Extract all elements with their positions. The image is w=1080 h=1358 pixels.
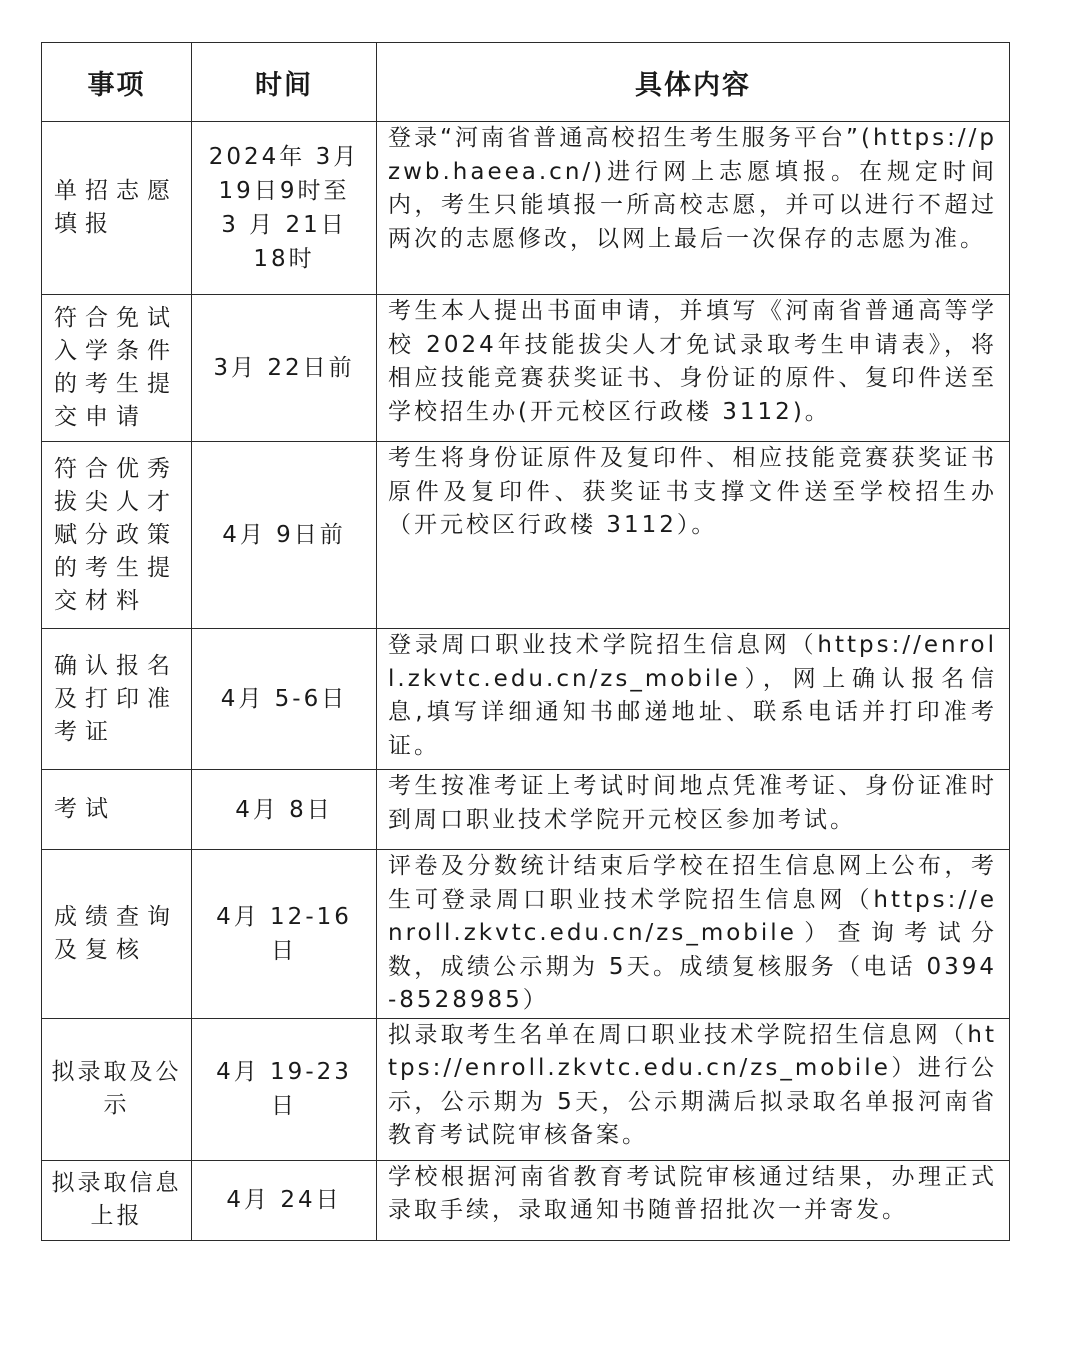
row-item: 确认报名及打印准考证 xyxy=(42,629,192,770)
row-content xyxy=(377,442,1010,629)
row-content xyxy=(377,770,1010,850)
header-item: 事项 xyxy=(42,43,192,122)
header-time: 时间 xyxy=(192,43,377,122)
row-item: 考试 xyxy=(42,770,192,850)
row-time: 4月 24日 xyxy=(192,1160,377,1240)
table-row xyxy=(42,295,1010,442)
row-content-text: 登录周口职业技术学院招生信息网（https://enroll.zkvtc.edu.cn/zs_mobile），网上确认报名信息,填写详细通知书邮递地址、联系电话并打印准考证。 xyxy=(388,632,997,759)
row-time: 3月 22日前 xyxy=(192,295,377,442)
row-content-text: 学校根据河南省教育考试院审核通过结果，办理正式录取手续，录取通知书随普招批次一并寄发。 xyxy=(388,1163,997,1223)
row-content xyxy=(377,295,1010,442)
row-time: 4月 19-23日 xyxy=(192,1018,377,1160)
row-item: 成绩查询及复核 xyxy=(42,850,192,1019)
row-content-text: 考生本人提出书面申请，并填写《河南省普通高等学校 2024年技能拔尖人才免试录取考生申请表》，将相应技能竞赛获奖证书、身份证的原件、复印件送至学校招生办(开元校区行政楼 3112)。 xyxy=(388,298,997,425)
row-item: 符合优秀拔尖人才赋分政策的考生提交材料 xyxy=(42,442,192,629)
row-content xyxy=(377,1018,1010,1160)
row-time: 4月 8日 xyxy=(192,770,377,850)
row-time: 4月 5-6日 xyxy=(192,629,377,770)
admission-schedule-table xyxy=(41,42,1010,1241)
row-content xyxy=(377,629,1010,770)
table-row xyxy=(42,442,1010,629)
table-row xyxy=(42,850,1010,1019)
row-item: 符合免试入学条件的考生提交申请 xyxy=(42,295,192,442)
row-item: 拟录取及公示 xyxy=(42,1018,192,1160)
row-content xyxy=(377,122,1010,295)
header-row xyxy=(42,43,1010,122)
table-row xyxy=(42,629,1010,770)
row-content-text: 拟录取考生名单在周口职业技术学院招生信息网（https://enroll.zkvtc.edu.cn/zs_mobile）进行公示，公示期为 5天，公示期满后拟录取名单报河南省教育考试院审核备案。 xyxy=(388,1021,997,1148)
row-content xyxy=(377,1160,1010,1240)
row-content-text: 评卷及分数统计结束后学校在招生信息网上公布，考生可登录周口职业技术学院招生信息网（https://enroll.zkvtc.edu.cn/zs_mobile）查询考试分数，成绩公示期为 5天。成绩复核服务（电话 0394-8528985） xyxy=(388,853,997,1013)
row-content-text: 考生按准考证上考试时间地点凭准考证、身份证准时到周口职业技术学院开元校区参加考试。 xyxy=(388,773,997,833)
row-item: 单招志愿填报 xyxy=(42,122,192,295)
table-row xyxy=(42,1018,1010,1160)
row-item: 拟录取信息上报 xyxy=(42,1160,192,1240)
row-time: 4月 9日前 xyxy=(192,442,377,629)
row-content-text: 考生将身份证原件及复印件、相应技能竞赛获奖证书原件及复印件、获奖证书支撑文件送至学校招生办（开元校区行政楼 3112）。 xyxy=(388,445,997,538)
table-row xyxy=(42,1160,1010,1240)
row-content xyxy=(377,850,1010,1019)
row-content-text: 登录“河南省普通高校招生考生服务平台”(https://pzwb.haeea.cn/)进行网上志愿填报。在规定时间内，考生只能填报一所高校志愿，并可以进行不超过两次的志愿修改，以网上最后一次保存的志愿为准。 xyxy=(388,125,997,252)
table-row xyxy=(42,122,1010,295)
table-row xyxy=(42,770,1010,850)
row-time: 2024年 3月 19日9时至 3 月 21日 18时 xyxy=(192,122,377,295)
row-time: 4月 12-16日 xyxy=(192,850,377,1019)
header-content: 具体内容 xyxy=(377,43,1010,122)
